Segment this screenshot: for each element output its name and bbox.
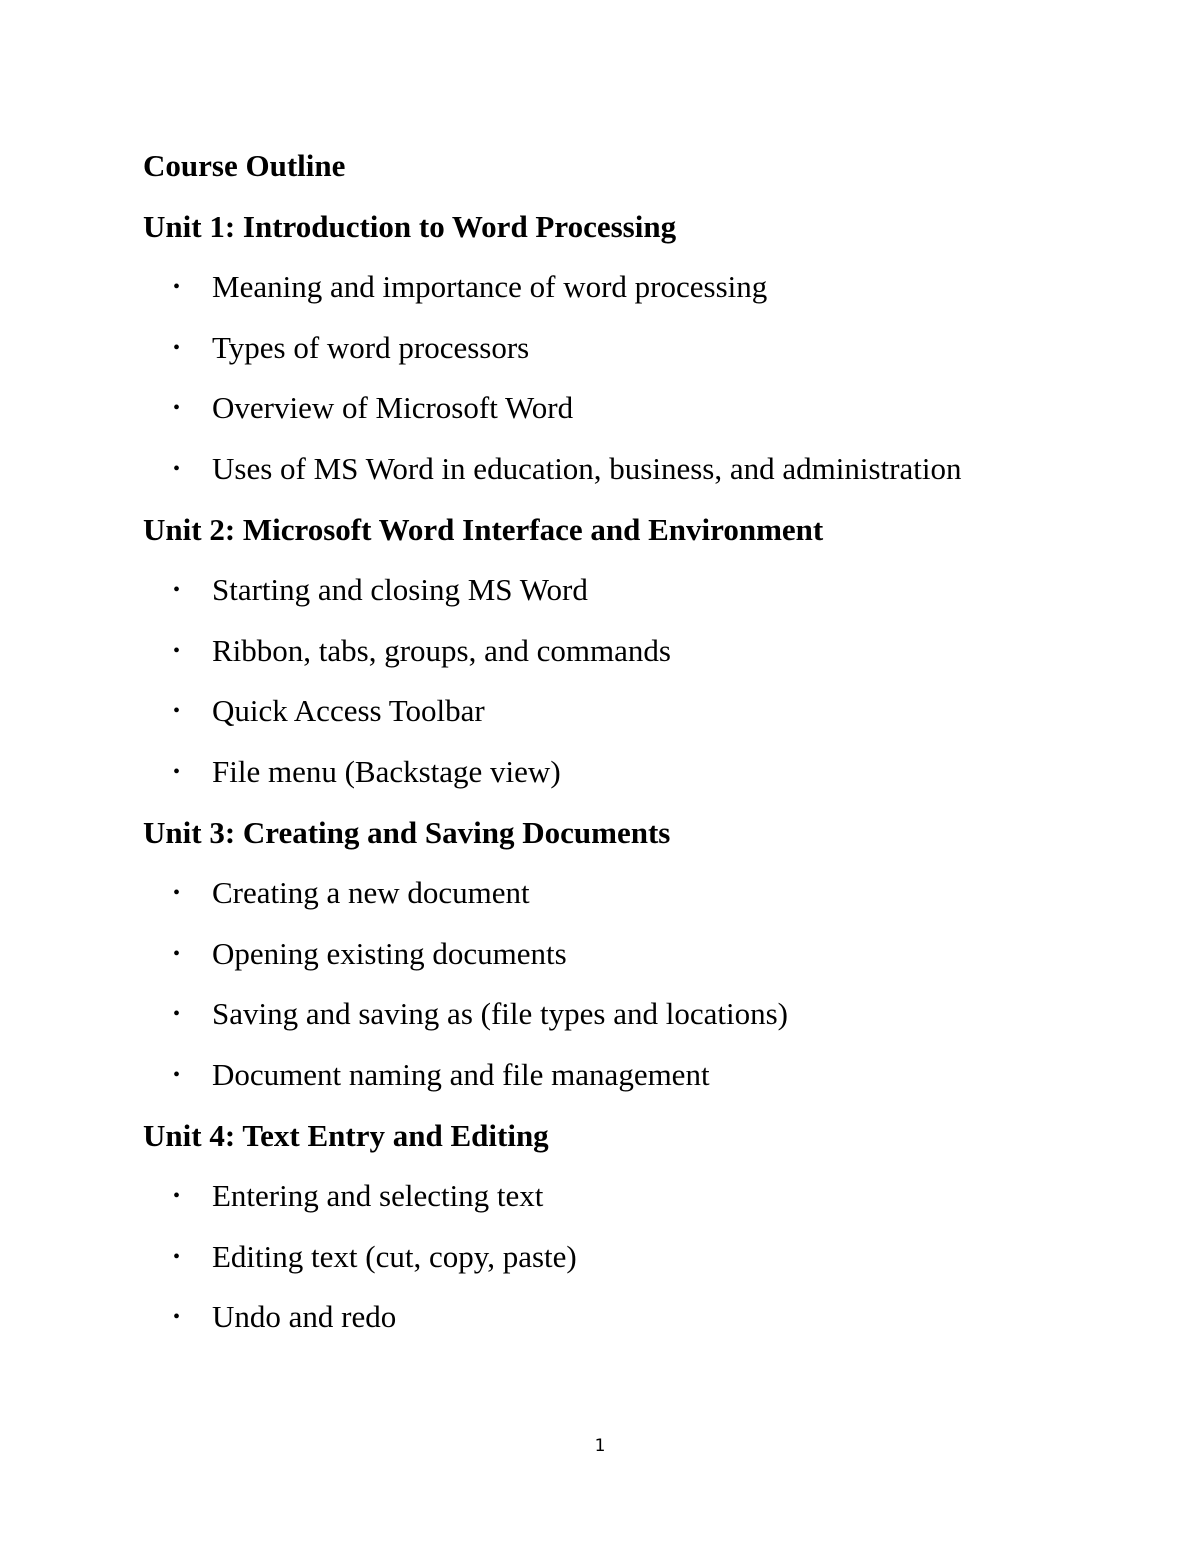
bullet-icon: • [173,276,181,299]
list-item-text: Ribbon, tabs, groups, and commands [212,632,671,668]
unit-1-heading: Unit 1: Introduction to Word Processing [143,208,677,244]
list-item-text: Undo and redo [212,1299,397,1335]
unit-3-section [143,803,1057,1106]
list-item-text: Types of word processors [212,329,530,365]
unit-2-list [143,560,1057,802]
list-item-text: Entering and selecting text [212,1178,544,1214]
list-item [143,1166,1057,1227]
list-item [143,681,1057,742]
bullet-icon: • [173,760,181,783]
document-title: Course Outline [143,148,346,183]
unit-3-heading: Unit 3: Creating and Saving Documents [143,814,671,850]
list-item-text: Document naming and file management [212,1056,710,1092]
list-item [143,742,1057,803]
list-item [143,1287,1057,1348]
list-item-text: Starting and closing MS Word [212,572,588,608]
list-item-text: File menu (Backstage view) [212,753,561,789]
bullet-icon: • [173,1003,181,1026]
list-item [143,318,1057,379]
list-item-text: Quick Access Toolbar [212,693,485,729]
bullet-icon: • [173,397,181,420]
document-body [143,136,1057,1348]
bullet-icon: • [173,882,181,905]
unit-2-section [143,500,1057,803]
list-item-text: Editing text (cut, copy, paste) [212,1238,577,1274]
list-item-text: Uses of MS Word in education, business, and administration [212,450,962,486]
list-item [143,621,1057,682]
list-item [143,560,1057,621]
bullet-icon: • [173,579,181,602]
unit-4-heading: Unit 4: Text Entry and Editing [143,1117,549,1153]
list-item-text: Saving and saving as (file types and locations) [212,996,788,1032]
unit-4-list [143,1166,1057,1348]
list-item [143,1045,1057,1106]
bullet-icon: • [173,336,181,359]
bullet-icon: • [173,1245,181,1268]
list-item-text: Overview of Microsoft Word [212,390,574,426]
unit-2-heading: Unit 2: Microsoft Word Interface and Environment [143,511,824,547]
unit-1-section [143,197,1057,500]
unit-4-section [143,1106,1057,1348]
bullet-icon: • [173,457,181,480]
bullet-icon: • [173,1063,181,1086]
bullet-icon: • [173,1306,181,1329]
list-item [143,984,1057,1045]
list-item-text: Creating a new document [212,875,530,911]
list-item-text: Opening existing documents [212,935,567,971]
list-item [143,439,1057,500]
page-number: 1 [594,1436,606,1456]
list-item-text: Meaning and importance of word processing [212,269,768,305]
bullet-icon: • [173,942,181,965]
bullet-icon: • [173,639,181,662]
list-item [143,1227,1057,1288]
bullet-icon: • [173,1185,181,1208]
bullet-icon: • [173,700,181,723]
unit-1-list [143,257,1057,499]
list-item [143,378,1057,439]
list-item [143,863,1057,924]
unit-3-list [143,863,1057,1105]
list-item [143,924,1057,985]
list-item [143,257,1057,318]
